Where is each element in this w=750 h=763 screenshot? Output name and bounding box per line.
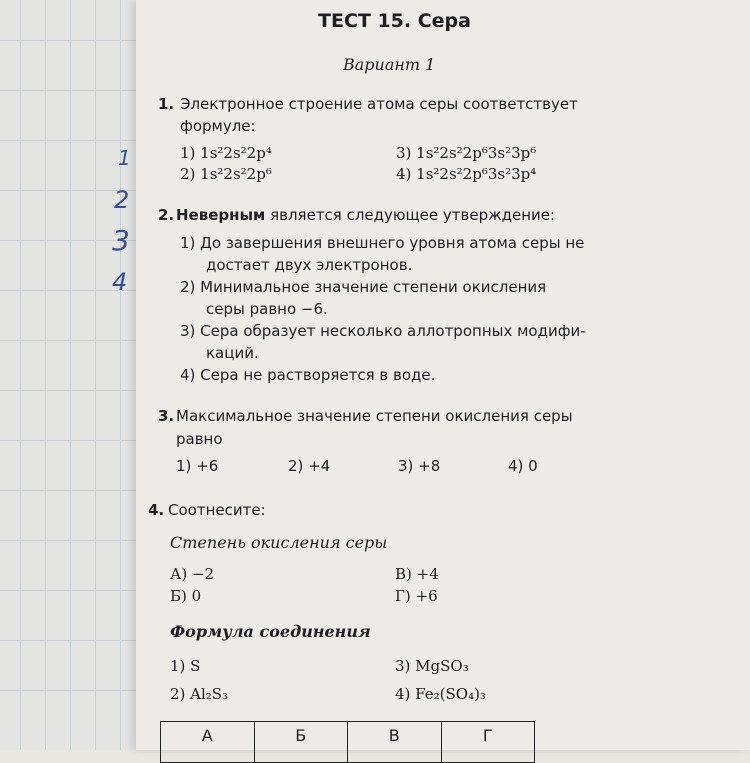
answer-table [160, 721, 535, 763]
formula-3: 3) MgSO₃ [395, 657, 469, 675]
q1-option-1: 1) 1s²2s²2p⁴ [180, 144, 272, 162]
q3-option-3: 3) +8 [398, 457, 441, 475]
variant-label: Вариант 1 [343, 55, 436, 74]
oxidation-a: А) −2 [170, 565, 215, 583]
q3-option-1: 1) +6 [176, 457, 219, 475]
q2-line-6: каций. [206, 344, 259, 362]
q2-line-1: 1) До завершения внешнего уровня атома серы не [180, 234, 585, 252]
answer-header-v: В [348, 722, 442, 762]
answer-header-a: А [161, 722, 255, 762]
q1-option-2: 2) 1s²2s²2p⁶ [180, 165, 272, 183]
q3-option-2: 2) +4 [288, 457, 331, 475]
margin-note-3: 3 [112, 224, 130, 257]
q2-question [176, 204, 555, 226]
oxidation-v: В) +4 [395, 565, 439, 583]
q4-subtitle-oxidation: Степень окисления серы [170, 533, 388, 552]
q4-number: 4. [148, 501, 165, 519]
q2-bold-word: Неверным [176, 206, 266, 224]
q3-option-4: 4) 0 [508, 457, 538, 475]
q4-text: Соотнесите: [168, 501, 266, 519]
margin-note-1: 1 [118, 146, 131, 170]
answer-header-b: Б [255, 722, 349, 762]
q2-line-7: 4) Сера не растворяется в воде. [180, 366, 436, 384]
q1-text-line1: Электронное строение атома серы соответствует [180, 95, 578, 113]
q2-number: 2. [158, 206, 175, 224]
margin-note-4: 4 [112, 268, 128, 296]
q1-number: 1. [158, 95, 175, 113]
page-title: ТЕСТ 15. Сера [318, 10, 471, 32]
left-notebook-page [0, 0, 150, 750]
test-page [136, 0, 750, 750]
q1-option-3: 3) 1s²2s²2p⁶3s²3p⁶ [396, 144, 537, 162]
q2-line-2: достает двух электронов. [206, 256, 413, 274]
formula-1: 1) S [170, 657, 201, 675]
q2-line-3: 2) Минимальное значение степени окисления [180, 278, 547, 296]
formula-2: 2) Al₂S₃ [170, 685, 229, 703]
q4-subtitle-formula: Формула соединения [170, 622, 371, 641]
oxidation-g: Г) +6 [395, 587, 438, 605]
q3-text-line1: Максимальное значение степени окисления серы [176, 407, 573, 425]
answer-header-g: Г [482, 726, 493, 745]
q3-number: 3. [158, 407, 175, 425]
q1-text-line2: формуле: [180, 117, 256, 135]
q3-text-line2: равно [176, 430, 223, 448]
q2-text: является следующее утверждение: [270, 206, 556, 224]
formula-4: 4) Fe₂(SO₄)₃ [395, 685, 486, 703]
q2-line-4: серы равно −6. [206, 300, 328, 318]
q2-line-5: 3) Сера образует несколько аллотропных модифи- [180, 322, 586, 340]
q1-option-4: 4) 1s²2s²2p⁶3s²3p⁴ [396, 165, 537, 183]
oxidation-b: Б) 0 [170, 587, 202, 605]
margin-note-2: 2 [114, 186, 130, 214]
